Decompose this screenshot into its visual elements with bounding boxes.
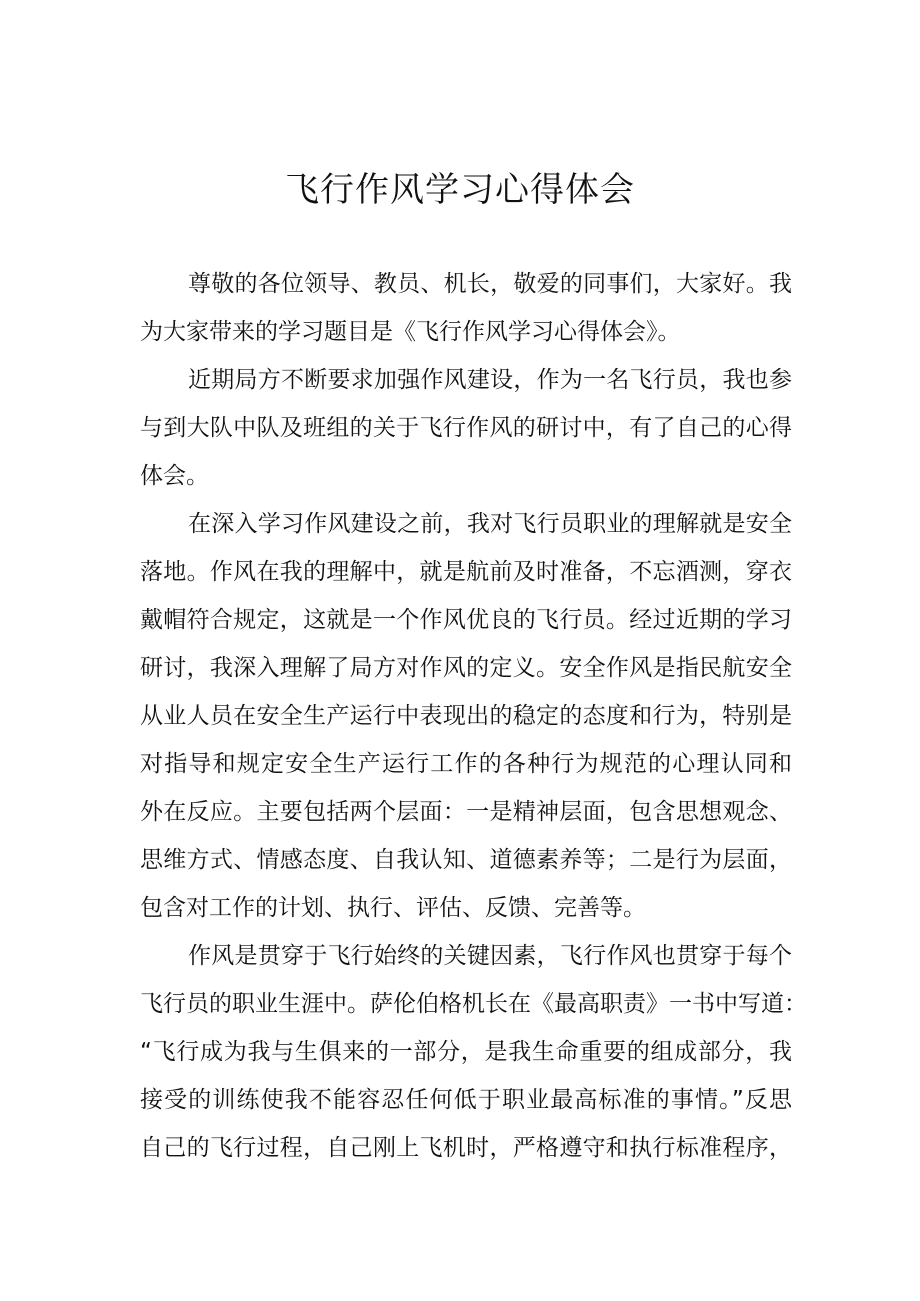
text-line: 为大家带来的学习题目是《飞行作风学习心得体会》。 [140,319,681,345]
text-line: 作风是贯穿于飞行始终的关键因素，飞行作风也贯穿于每个 [188,943,792,969]
document-body [140,260,807,1172]
text-line: “飞行成为我与生俱来的一部分，是我生命重要的组成部分，我 [140,1039,792,1065]
text-line: 尊敬的各位领导、教员、机长，敬爱的同事们，大家好。我 [188,271,792,297]
text-line: 接受的训练使我不能容忍任何低于职业最高标准的事情。”反思 [140,1087,792,1113]
text-line: 从业人员在安全生产运行中表现出的稳定的态度和行为，特别是 [140,703,792,729]
text-line: 对指导和规定安全生产运行工作的各种行为规范的心理认同和 [140,751,792,777]
text-line: 飞行员的职业生涯中。萨伦伯格机长在《最高职责》一书中写道： [140,991,807,1017]
text-line: 包含对工作的计划、执行、评估、反馈、完善等。 [140,895,646,921]
text-line: 体会。 [140,463,209,489]
text-line: 在深入学习作风建设之前，我对飞行员职业的理解就是安全 [188,511,792,537]
text-line: 落地。作风在我的理解中，就是航前及时准备，不忘酒测，穿衣 [140,559,792,585]
text-line: 与到大队中队及班组的关于飞行作风的研讨中，有了自己的心得 [140,415,792,441]
text-line: 思维方式、情感态度、自我认知、道德素养等；二是行为层面， [140,847,792,873]
text-line: 近期局方不断要求加强作风建设，作为一名飞行员，我也参 [188,367,792,393]
document-title: 飞行作风学习心得体会 [285,170,635,210]
text-line: 自己的飞行过程，自己刚上飞机时，严格遵守和执行标准程序， [140,1135,792,1161]
text-line: 戴帽符合规定，这就是一个作风优良的飞行员。经过近期的学习 [140,607,792,633]
text-line: 研讨，我深入理解了局方对作风的定义。安全作风是指民航安全 [140,655,792,681]
text-line: 外在反应。主要包括两个层面：一是精神层面，包含思想观念、 [140,799,792,825]
